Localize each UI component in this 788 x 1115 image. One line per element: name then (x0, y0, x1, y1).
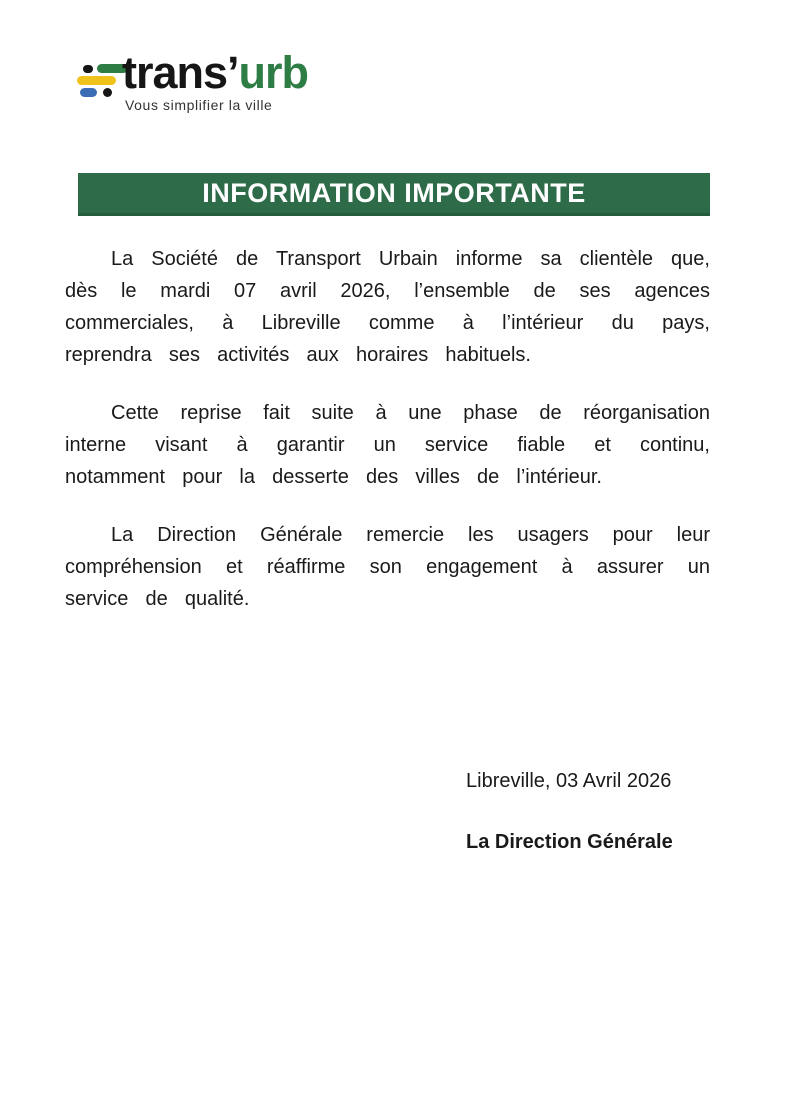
logo-blue-bar-icon (80, 88, 97, 97)
document-body (65, 243, 710, 641)
brand-wordmark (122, 47, 309, 98)
brand-name-prefix: trans’ (122, 47, 239, 98)
logo-yellow-bar-icon (77, 76, 116, 85)
brand-tagline: Vous simplifier la ville (125, 97, 273, 113)
announcement-banner (78, 173, 710, 216)
paragraph-3: La Direction Générale remercie les usagers pour leur compréhension et réaffirme son engagement à assurer un service de qualité. (65, 524, 710, 610)
paragraph-2: Cette reprise fait suite à une phase de réorganisation interne visant à garantir un service fiable et continu, notamment pour la desserte des villes de l’intérieur. (65, 402, 710, 488)
dateline: Libreville, 03 Avril 2026 (466, 770, 672, 792)
logo-black-dash-icon (83, 65, 93, 73)
brand-name-suffix: urb (238, 47, 309, 98)
banner-title: INFORMATION IMPORTANTE (202, 177, 586, 208)
signature: La Direction Générale (466, 831, 673, 853)
paragraph-1: La Société de Transport Urbain informe sa clientèle que, dès le mardi 07 avril 2026, l’ensemble de ses agences commerciales, à Libreville comme à l’intérieur du pays, reprendra ses activités aux horaires habituels. (65, 248, 710, 366)
logo-black-dot-icon (103, 88, 112, 97)
